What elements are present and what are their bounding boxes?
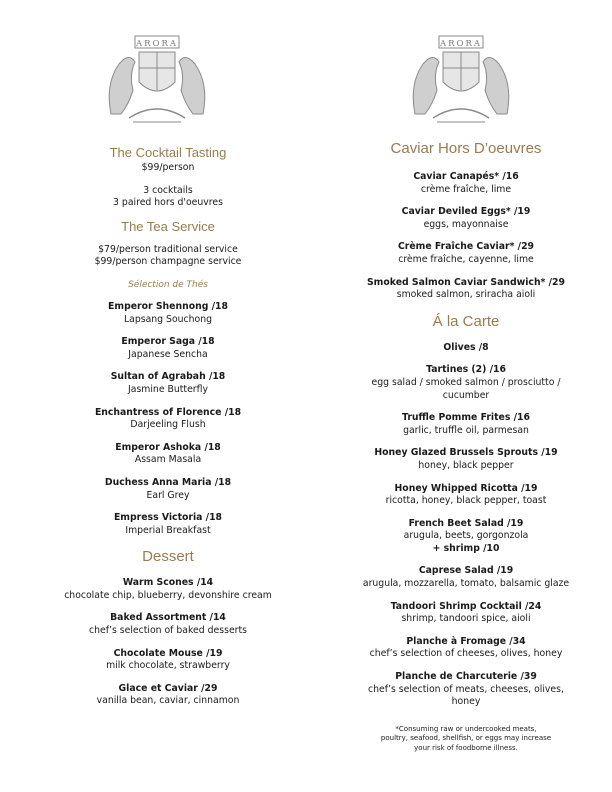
right-menu-column — [335, 139, 597, 753]
item-desc: Lapsang Souchong — [123, 313, 213, 325]
menu-item — [335, 412, 597, 437]
a-la-carte-title: Á la Carte — [432, 312, 500, 330]
menu-item — [335, 601, 597, 626]
item-name: Caviar Deviled Eggs* /19 — [401, 206, 531, 218]
item-desc: Jasmine Butterfly — [128, 383, 208, 395]
food-safety-disclaimer — [335, 725, 597, 754]
item-name: Emperor Shennong /18 — [108, 300, 228, 312]
item-desc: Earl Grey — [146, 489, 190, 501]
menu-item — [335, 671, 597, 709]
item-name: Glace et Caviar /29 — [118, 682, 218, 694]
menu-item — [335, 171, 597, 196]
item-name: Caviar Canapés* /16 — [413, 171, 519, 182]
menu-item — [40, 336, 296, 361]
item-name: Truffle Pomme Frites /16 — [402, 412, 530, 424]
item-name: Baked Assortment /14 — [110, 612, 226, 624]
menu-item — [40, 683, 296, 708]
item-name: Duchess Anna Maria /18 — [104, 476, 232, 488]
item-desc: shrimp, tandoori spice, aioli — [401, 613, 531, 625]
item-desc: crème fraîche, lime — [420, 183, 512, 195]
item-desc: egg salad / smoked salmon / prosciutto / — [371, 376, 561, 388]
menu-item — [40, 612, 296, 637]
tea-price: $99/person champagne service — [94, 256, 242, 268]
item-name: Tartines (2) /16 — [426, 364, 506, 376]
logo-wordmark: ARORA — [135, 39, 179, 49]
cocktail-line: 3 cocktails — [143, 184, 193, 196]
item-desc: ricotta, honey, black pepper, toast — [385, 495, 547, 507]
item-name: Olives /8 — [443, 341, 489, 353]
menu-item — [335, 364, 597, 402]
menu-item — [40, 301, 296, 326]
menu-item — [40, 371, 296, 396]
item-desc: crème fraîche, cayenne, lime — [398, 253, 534, 265]
menu-item — [40, 477, 296, 502]
item-desc: milk chocolate, strawberry — [106, 660, 230, 672]
item-desc: Assam Masala — [134, 454, 202, 466]
item-desc: chef’s selection of cheeses, olives, honey — [369, 648, 563, 660]
item-name: Empress Victoria /18 — [113, 512, 223, 524]
tea-price: $79/person traditional service — [98, 243, 238, 255]
cocktail-line: 3 paired hors d'oeuvres — [113, 197, 223, 209]
item-name: Planche de Charcuterie /39 — [395, 671, 537, 683]
item-name: Tandoori Shrimp Cocktail /24 — [390, 600, 542, 612]
disclaimer-line: poultry, seafood, shellfish, or eggs may increase — [380, 734, 552, 743]
menu-item — [335, 241, 597, 266]
item-desc: vanilla bean, caviar, cinnamon — [96, 695, 240, 707]
dessert-title: Dessert — [142, 548, 194, 566]
disclaimer-line: *Consuming raw or undercooked meats, — [395, 724, 537, 733]
menu-item — [40, 577, 296, 602]
item-name: Honey Whipped Ricotta /19 — [394, 482, 538, 494]
menu-item — [335, 636, 597, 661]
item-desc: chef’s selection of meats, cheeses, olives, — [368, 683, 564, 695]
item-desc: cucumber — [442, 389, 490, 401]
item-desc: garlic, truffle oil, parmesan — [403, 424, 529, 436]
menu-item — [335, 518, 597, 556]
item-desc: arugula, mozzarella, tomato, balsamic glaze — [362, 578, 570, 590]
item-name: Honey Glazed Brussels Sprouts /19 — [374, 447, 558, 459]
item-desc: eggs, mayonnaise — [423, 218, 509, 230]
item-desc: honey, black pepper — [418, 459, 514, 471]
item-name: Crème Fraîche Caviar* /29 — [397, 241, 535, 253]
cocktail-price: $99/person — [141, 162, 195, 173]
menu-item — [335, 277, 597, 302]
item-desc: Darjeeling Flush — [130, 419, 206, 431]
item-name: Warm Scones /14 — [122, 577, 214, 589]
item-desc: arugula, beets, gorgonzola — [403, 530, 529, 542]
item-desc: smoked salmon, sriracha aioli — [396, 289, 536, 301]
item-name: Smoked Salmon Caviar Sandwich* /29 — [366, 276, 565, 288]
tea-service-title: The Tea Service — [121, 218, 215, 234]
item-name: Chocolate Mouse /19 — [113, 647, 223, 659]
logo-wordmark: ARORA — [439, 39, 483, 49]
menu-item — [335, 447, 597, 472]
menu-item — [40, 512, 296, 537]
item-name: Emperor Ashoka /18 — [115, 441, 221, 453]
disclaimer-line: your risk of foodborne illness. — [414, 743, 518, 752]
caviar-title: Caviar Hors D’oeuvres — [390, 140, 542, 157]
item-desc: honey — [451, 696, 481, 708]
menu-item — [40, 442, 296, 467]
menu-item — [335, 206, 597, 231]
menu-item — [40, 648, 296, 673]
item-name: French Beet Salad /19 — [408, 517, 524, 529]
item-name: Planche à Fromage /34 — [406, 635, 526, 647]
menu-item — [335, 565, 597, 590]
cocktail-tasting-title: The Cocktail Tasting — [109, 145, 227, 160]
left-menu-column — [40, 144, 296, 708]
arora-crest-logo-left — [99, 34, 215, 126]
menu-item — [40, 407, 296, 432]
item-name: Caprese Salad /19 — [418, 565, 514, 577]
item-desc: Japanese Sencha — [128, 348, 208, 360]
menu-item — [335, 483, 597, 508]
item-name: Emperor Saga /18 — [121, 336, 215, 348]
item-desc: chef’s selection of baked desserts — [89, 625, 247, 637]
item-desc: Imperial Breakfast — [125, 524, 211, 536]
tea-selection-subtitle: Sélection de Thés — [128, 279, 208, 290]
item-name: Enchantress of Florence /18 — [94, 406, 242, 418]
item-addon: + shrimp /10 — [432, 542, 500, 554]
item-name: Sultan of Agrabah /18 — [110, 371, 226, 383]
arora-crest-logo-right — [403, 34, 519, 126]
item-desc: chocolate chip, blueberry, devonshire cream — [64, 589, 272, 601]
